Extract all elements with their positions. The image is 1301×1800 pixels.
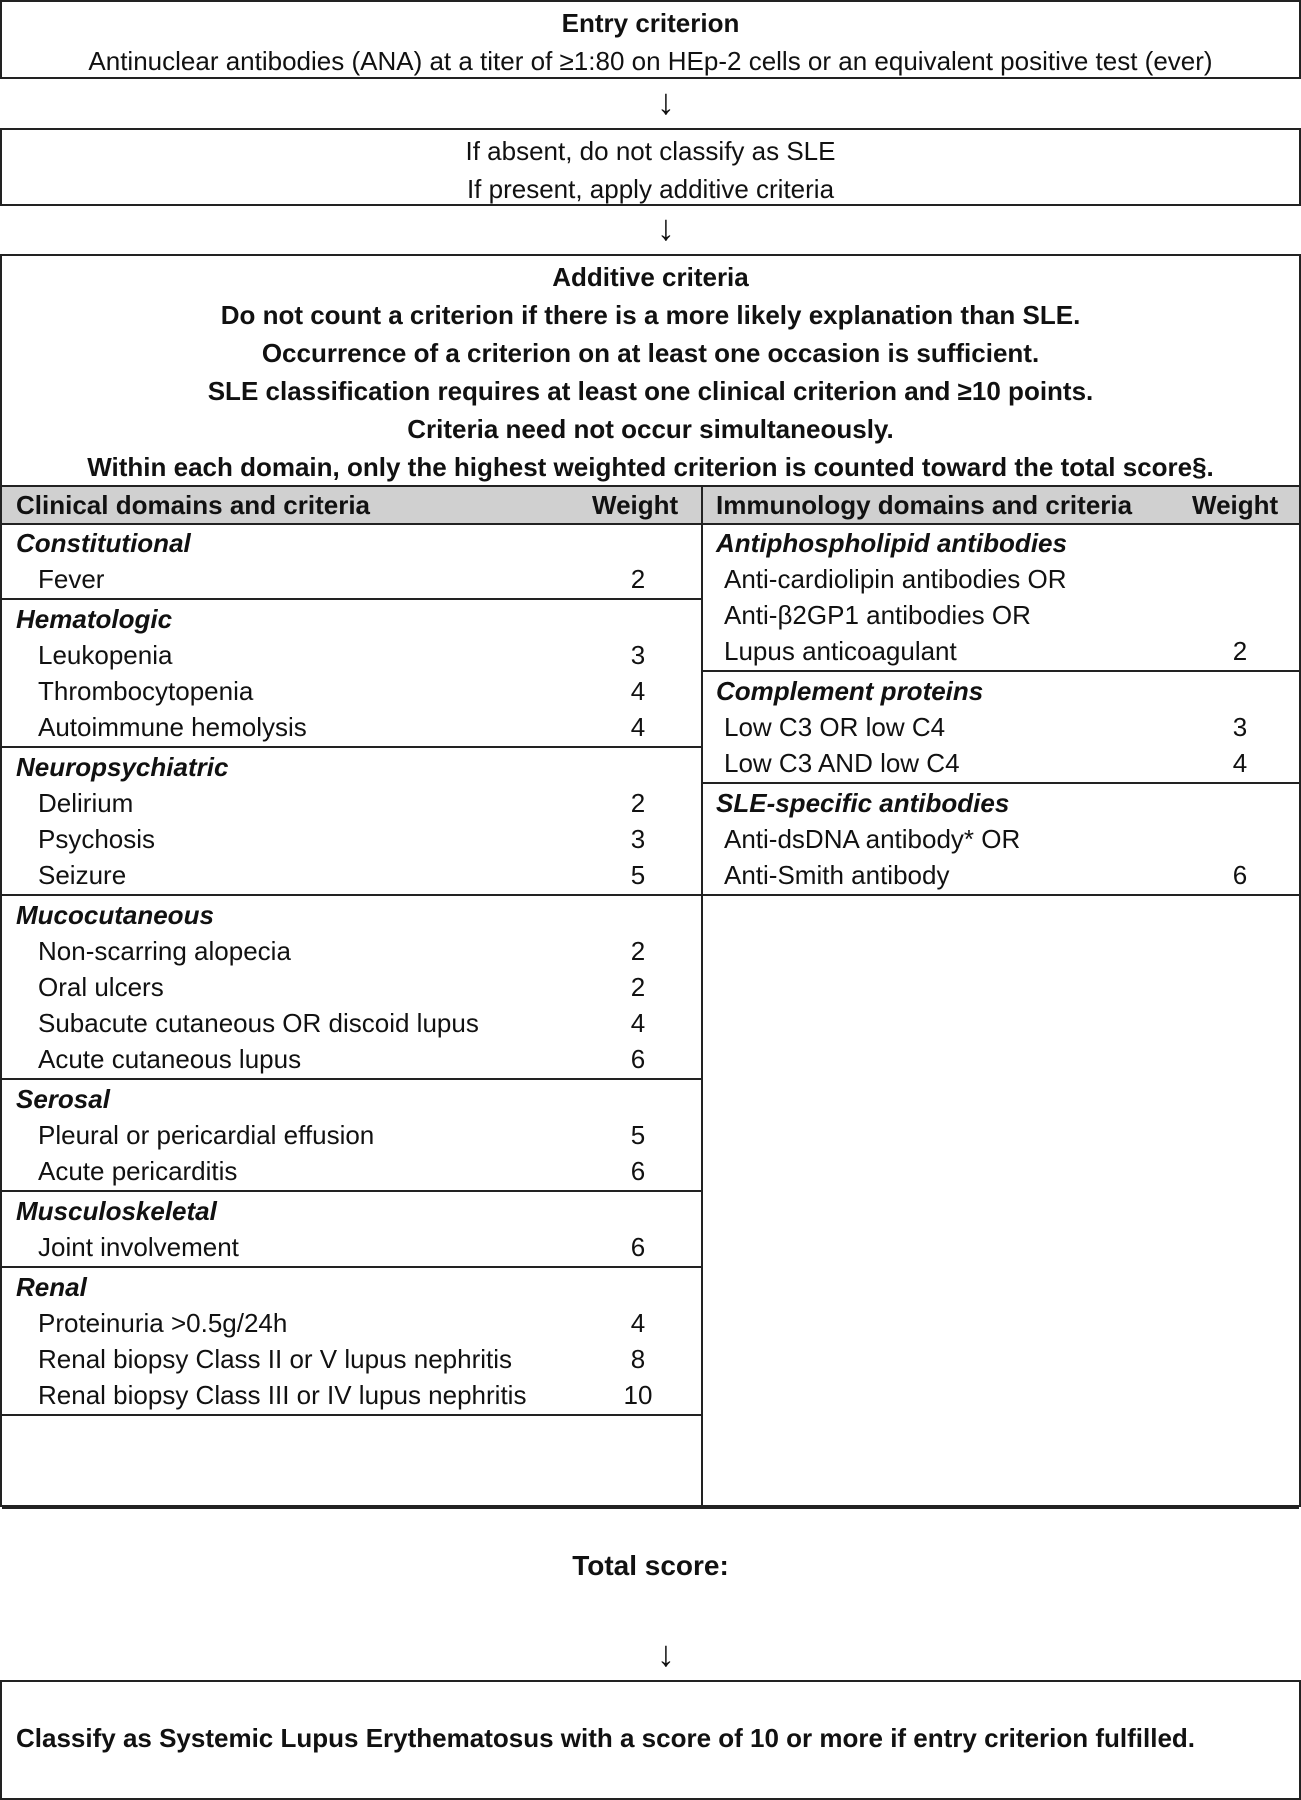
domain-heading: Serosal (16, 1084, 110, 1114)
domain-heading: Antiphospholipid antibodies (716, 528, 1067, 558)
criterion-weight: 10 (623, 1380, 653, 1410)
criterion-name: Pleural or pericardial effusion (38, 1120, 375, 1150)
criterion-name: Oral ulcers (38, 972, 164, 1002)
immunology-header: Immunology domains and criteria (716, 490, 1133, 520)
criterion-weight: 4 (630, 1308, 646, 1338)
domain-heading: SLE-specific antibodies (716, 788, 1010, 818)
criterion-weight: 2 (630, 936, 646, 966)
domain-divider (2, 1266, 702, 1268)
criterion-name: Seizure (38, 860, 127, 890)
clinical-header: Clinical domains and criteria (16, 490, 370, 520)
criterion-weight: 4 (1232, 748, 1248, 778)
present-line: If present, apply additive criteria (466, 174, 835, 204)
criterion-name: Subacute cutaneous OR discoid lupus (38, 1008, 479, 1038)
criterion-name: Thrombocytopenia (38, 676, 254, 706)
criterion-weight: 2 (630, 788, 646, 818)
criterion-weight: 6 (1232, 860, 1248, 890)
criterion-weight: 8 (630, 1344, 646, 1374)
criterion-weight: 2 (630, 972, 646, 1002)
criterion-weight: 6 (630, 1156, 646, 1186)
column-divider (701, 485, 703, 1507)
criterion-weight: 4 (630, 676, 646, 706)
criterion-name: Anti-dsDNA antibody* OR (724, 824, 1021, 854)
down-arrow-icon: ↓ (657, 1633, 675, 1674)
criterion-name: Lupus anticoagulant (724, 636, 957, 666)
domain-divider (2, 598, 702, 600)
additive-rule: SLE classification requires at least one clinical criterion and ≥10 points. (207, 376, 1094, 406)
ana-decision-box (0, 128, 1301, 206)
criterion-name: Renal biopsy Class II or V lupus nephritis (38, 1344, 513, 1374)
entry-criterion-box (0, 0, 1301, 79)
domain-divider (2, 894, 702, 896)
additive-rule: Occurrence of a criterion on at least one occasion is sufficient. (261, 338, 1040, 368)
criterion-weight: 2 (630, 564, 646, 594)
domain-divider (702, 782, 1299, 784)
criterion-name: Psychosis (38, 824, 156, 854)
criterion-name: Delirium (38, 788, 134, 818)
domain-divider (2, 1190, 702, 1192)
additive-title: Additive criteria (552, 262, 749, 292)
domain-heading: Mucocutaneous (16, 900, 214, 930)
criterion-name: Acute pericarditis (38, 1156, 238, 1186)
domain-divider (2, 746, 702, 748)
criterion-name: Anti-cardiolipin antibodies OR (724, 564, 1067, 594)
criterion-name: Anti-β2GP1 antibodies OR (724, 600, 1031, 630)
down-arrow-icon: ↓ (657, 81, 675, 122)
entry-text: Antinuclear antibodies (ANA) at a titer of ≥1:80 on HEp-2 cells or an equivalent positive test (ever) (88, 46, 1213, 76)
additive-header (2, 256, 1299, 486)
domain-heading: Hematologic (16, 604, 173, 634)
criterion-name: Fever (38, 564, 105, 594)
absent-line: If absent, do not classify as SLE (465, 136, 836, 166)
domain-heading: Renal (16, 1272, 87, 1302)
clinical-weight-header: Weight (592, 490, 679, 520)
criterion-name: Joint involvement (38, 1232, 239, 1262)
table-header-row (2, 485, 1299, 525)
criterion-name: Anti-Smith antibody (724, 860, 950, 890)
domain-heading: Constitutional (16, 528, 191, 558)
criterion-weight: 3 (630, 824, 646, 854)
total-score-label: Total score: (572, 1550, 729, 1581)
classification-text: Classify as Systemic Lupus Erythematosus with a score of 10 or more if entry criterion fulfilled. (16, 1723, 1196, 1753)
criterion-name: Autoimmune hemolysis (38, 712, 307, 742)
criterion-weight: 4 (630, 1008, 646, 1038)
criterion-name: Proteinuria >0.5g/24h (38, 1308, 288, 1338)
additive-criteria-box (0, 254, 1301, 1581)
entry-title: Entry criterion (561, 8, 740, 38)
criterion-weight: 3 (1232, 712, 1248, 742)
criterion-weight: 6 (630, 1044, 646, 1074)
criterion-weight: 4 (630, 712, 646, 742)
domain-heading: Complement proteins (716, 676, 984, 706)
criterion-weight: 6 (630, 1232, 646, 1262)
criterion-name: Low C3 AND low C4 (724, 748, 960, 778)
additive-rule: Within each domain, only the highest weighted criterion is counted toward the total score§. (87, 452, 1214, 482)
classification-box (0, 1680, 1301, 1800)
domain-divider (702, 894, 1299, 896)
domain-divider (2, 1414, 702, 1416)
criterion-weight: 2 (1232, 636, 1248, 666)
domain-heading: Musculoskeletal (16, 1196, 217, 1226)
domain-divider (702, 670, 1299, 672)
criterion-weight: 5 (630, 1120, 646, 1150)
criterion-name: Acute cutaneous lupus (38, 1044, 302, 1074)
down-arrow-icon: ↓ (657, 207, 675, 248)
criterion-weight: 5 (630, 860, 646, 890)
criterion-name: Renal biopsy Class III or IV lupus nephritis (38, 1380, 527, 1410)
additive-rule: Criteria need not occur simultaneously. (407, 414, 894, 444)
criterion-name: Low C3 OR low C4 (724, 712, 946, 742)
domain-heading: Neuropsychiatric (16, 752, 229, 782)
total-divider (2, 1507, 1299, 1509)
criterion-name: Non-scarring alopecia (38, 936, 291, 966)
criterion-name: Leukopenia (38, 640, 173, 670)
immunology-weight-header: Weight (1192, 490, 1279, 520)
additive-rule: Do not count a criterion if there is a more likely explanation than SLE. (220, 300, 1081, 330)
criterion-weight: 3 (630, 640, 646, 670)
domain-divider (2, 1078, 702, 1080)
